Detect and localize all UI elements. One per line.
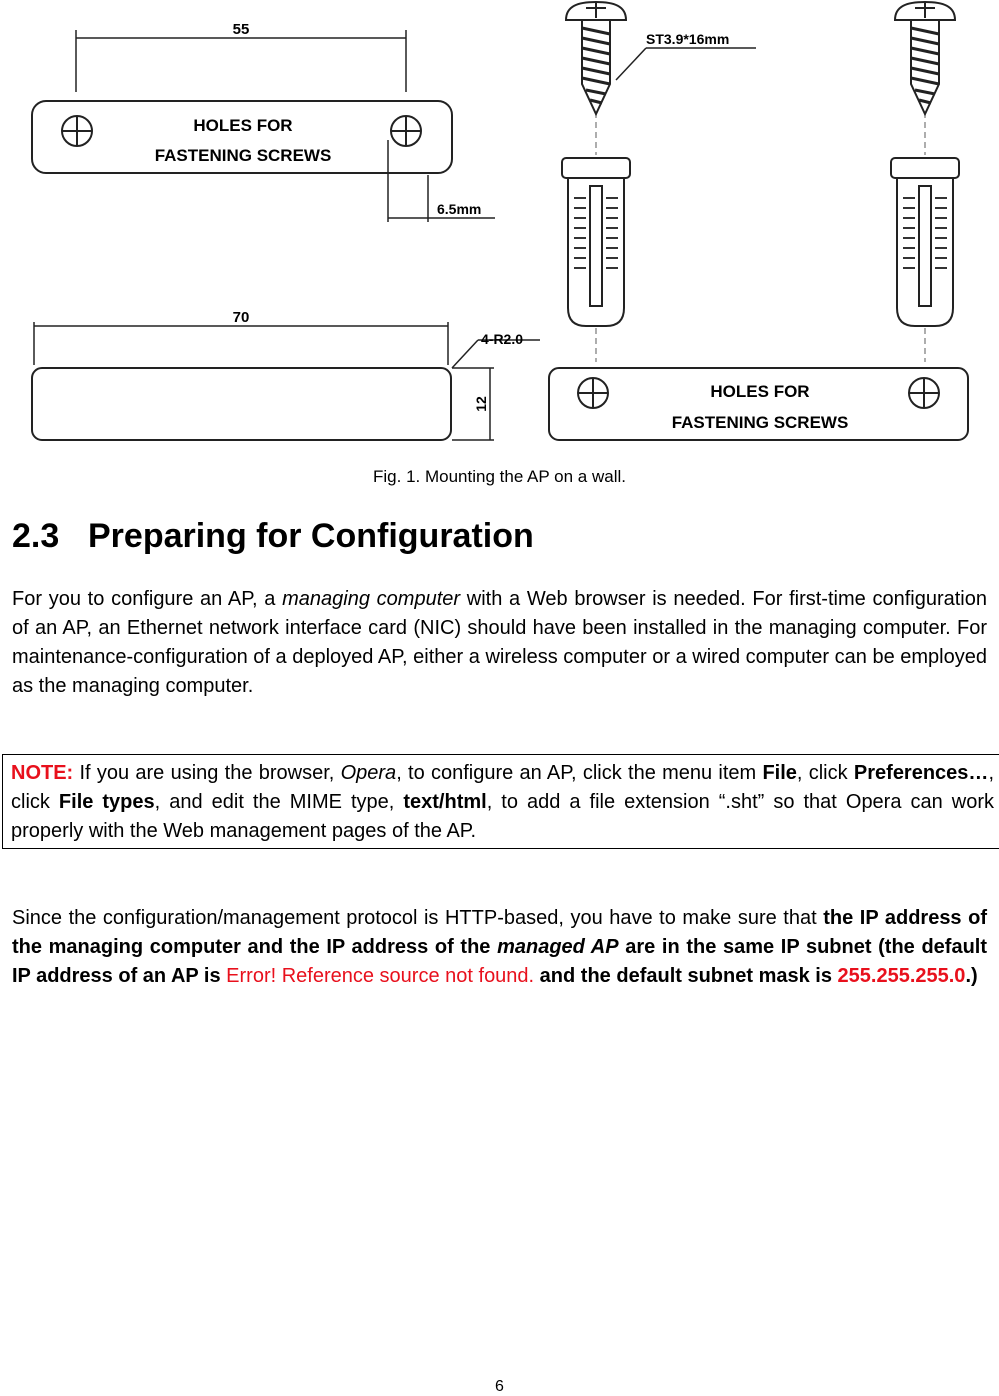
radius-label: 4-R2.0 xyxy=(481,331,524,347)
text-run: If you are using the browser, xyxy=(73,762,341,784)
text-run: , to add a file extension “.sht” so that Opera can work properly with the Web management pages of the AP. xyxy=(11,791,994,842)
screw-spec-callout xyxy=(616,31,756,80)
managed-ap-emphasis: managed AP xyxy=(497,936,619,958)
text-run: Since the configuration/management protocol is HTTP-based, you have to make sure that xyxy=(12,907,824,929)
holes-label-line2: FASTENING SCREWS xyxy=(671,413,849,432)
menu-file: File xyxy=(762,762,797,784)
menu-preferences: Preferences… xyxy=(853,762,989,784)
section-heading xyxy=(12,517,534,556)
left-wall-anchor-icon xyxy=(562,158,630,326)
intro-paragraph xyxy=(12,585,987,701)
mounting-diagram xyxy=(0,0,999,450)
menu-file-types: File types xyxy=(58,791,155,813)
mime-type: text/html xyxy=(403,791,487,813)
right-wall-anchor-icon xyxy=(891,158,959,326)
radius-callout xyxy=(452,331,540,368)
side-plate xyxy=(32,368,451,440)
holes-label-line1: HOLES FOR xyxy=(710,382,810,401)
dim-12-label: 12 xyxy=(473,396,489,412)
bold-run: and the default subnet mask is xyxy=(534,965,838,987)
subnet-paragraph xyxy=(12,904,987,991)
bold-run: .) xyxy=(965,965,978,987)
holes-label-line1: HOLES FOR xyxy=(193,116,293,135)
screw-hole-icon xyxy=(391,116,421,146)
emphasis-managing-computer: managing computer xyxy=(282,588,461,610)
section-title: Preparing for Configuration xyxy=(88,517,534,555)
text-run: with a Web browser is needed. For first-time configuration of an AP, an Ethernet network interface card (NIC) should have been installed in the managing computer. For maintenance-configuration of a deployed AP, either a wireless computer or a wired computer can be employed as the managing computer. xyxy=(12,588,987,697)
screw-hole-icon xyxy=(909,378,939,408)
note-label: NOTE: xyxy=(11,762,74,784)
error-reference: Error! Reference source not found. xyxy=(226,965,535,987)
holes-label-line2: FASTENING SCREWS xyxy=(154,146,332,165)
text-run: For you to configure an AP, a xyxy=(12,588,283,610)
center-lines xyxy=(596,112,925,362)
dim-55-label: 55 xyxy=(232,21,250,38)
mounting-figure xyxy=(0,0,999,450)
screw-hole-icon xyxy=(62,116,92,146)
bottom-plate xyxy=(549,368,968,440)
bold-run: the IP address of the managing computer and the IP address of the xyxy=(12,907,987,958)
right-screw-icon xyxy=(895,2,955,114)
subnet-mask-value: 255.255.255.0 xyxy=(837,965,966,987)
bold-run: are in the same IP subnet (the default IP address of an AP is xyxy=(12,936,988,987)
browser-name: Opera xyxy=(340,762,397,784)
dimension-12 xyxy=(452,368,494,440)
text-run: , and edit the MIME type, xyxy=(154,791,404,813)
dimension-55 xyxy=(76,21,406,92)
page-number: 6 xyxy=(495,1378,504,1395)
text-run: , click xyxy=(11,762,994,813)
text-run: , to configure an AP, click the menu item xyxy=(396,762,763,784)
text-run: , click xyxy=(796,762,854,784)
left-screw-icon xyxy=(566,2,626,114)
dim-6-5mm-label: 6.5mm xyxy=(437,201,482,217)
dim-70-label: 70 xyxy=(232,309,250,326)
top-plate xyxy=(32,101,452,173)
screw-hole-icon xyxy=(578,378,608,408)
dimension-70 xyxy=(34,309,448,365)
note-box xyxy=(2,754,999,849)
section-number: 2.3 xyxy=(12,517,60,555)
figure-caption: Fig. 1. Mounting the AP on a wall. xyxy=(373,467,626,486)
screw-spec-label: ST3.9*16mm xyxy=(646,31,730,47)
